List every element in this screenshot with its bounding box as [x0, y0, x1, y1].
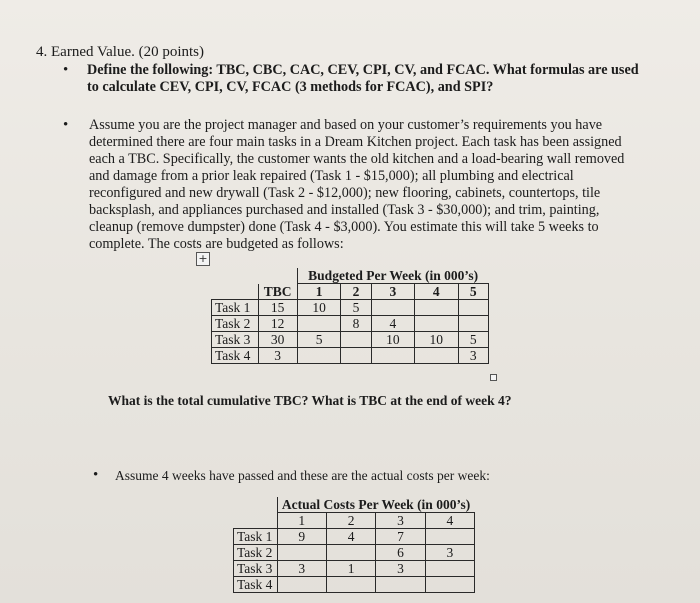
actual-blank — [234, 513, 278, 529]
table-row — [234, 561, 475, 577]
budget-corner — [212, 268, 259, 284]
actual-cell: 7 — [376, 529, 425, 545]
actual-task-label: Task 4 — [234, 577, 278, 593]
budget-cell — [371, 300, 414, 316]
actual-cell: 4 — [326, 529, 375, 545]
budget-tbc-cell: 3 — [258, 348, 297, 364]
actual-task-label: Task 1 — [234, 529, 278, 545]
bullet-3-dot: • — [93, 467, 99, 483]
budget-cell: 3 — [458, 348, 488, 364]
budget-cell — [415, 348, 458, 364]
actual-week-2: 2 — [326, 513, 375, 529]
actual-cell — [425, 529, 474, 545]
budget-cell — [341, 348, 371, 364]
budget-cell — [458, 316, 488, 332]
table-row — [234, 577, 475, 593]
actual-cell — [425, 561, 474, 577]
actual-corner — [234, 497, 278, 513]
actual-cell: 3 — [376, 561, 425, 577]
budget-task-label: Task 2 — [212, 316, 259, 332]
table-row — [212, 332, 489, 348]
bullet-1-line-2: to calculate CEV, CPI, CV, FCAC (3 methods for FCAC), and SPI? — [87, 79, 494, 95]
table-row — [212, 300, 489, 316]
bullet-1-dot: • — [63, 62, 69, 78]
budget-tbc-cell: 30 — [258, 332, 297, 348]
actual-cell — [376, 577, 425, 593]
budget-cell: 5 — [458, 332, 488, 348]
actual-cell — [277, 577, 326, 593]
budget-cell — [297, 348, 340, 364]
bullet-2-line-2: determined there are four main tasks in a Dream Kitchen project. Each task has been assigned — [89, 134, 622, 150]
table-row — [234, 529, 475, 545]
budget-week-2: 2 — [341, 284, 371, 300]
budget-cell — [297, 316, 340, 332]
actual-task-label: Task 2 — [234, 545, 278, 561]
actual-cell — [277, 545, 326, 561]
sub-question: What is the total cumulative TBC? What is TBC at the end of week 4? — [108, 393, 512, 408]
budget-week-3: 3 — [371, 284, 414, 300]
table-move-handle-icon[interactable]: + — [196, 252, 210, 266]
budget-cell: 10 — [297, 300, 340, 316]
actual-week-1: 1 — [277, 513, 326, 529]
budget-cell: 5 — [341, 300, 371, 316]
bullet-2-line-1: Assume you are the project manager and based on your customer’s requirements you have — [89, 117, 603, 133]
budget-task-label: Task 3 — [212, 332, 259, 348]
bullet-2-line-4: and damage from a prior leak repaired (Task 1 - $15,000); all plumbing and electrical — [89, 168, 574, 184]
actual-week-4: 4 — [425, 513, 474, 529]
bullet-1-line-1: Define the following: TBC, CBC, CAC, CEV, CPI, CV, and FCAC. What formulas are used — [87, 62, 639, 78]
actual-cell: 1 — [326, 561, 375, 577]
bullet-2-line-7: cleanup (remove dumpster) done (Task 4 - $3,000). You estimate this will take 5 weeks to — [89, 219, 599, 235]
budget-week-1: 1 — [297, 284, 340, 300]
budget-cell — [341, 332, 371, 348]
actual-task-label: Task 3 — [234, 561, 278, 577]
actual-cell: 3 — [425, 545, 474, 561]
budget-blank — [212, 284, 259, 300]
budget-col-tbc: TBC — [258, 284, 297, 300]
actual-cell — [326, 545, 375, 561]
actual-cell: 3 — [277, 561, 326, 577]
budget-task-label: Task 1 — [212, 300, 259, 316]
bullet-3-text: Assume 4 weeks have passed and these are the actual costs per week: — [115, 468, 490, 483]
budget-tbc-cell: 15 — [258, 300, 297, 316]
bullet-2-line-8: complete. The costs are budgeted as follows: — [89, 236, 344, 252]
table-resize-handle[interactable] — [490, 374, 497, 381]
bullet-2-line-5: reconfigured and new drywall (Task 2 - $12,000); new flooring, cabinets, countertops, tile — [89, 185, 601, 201]
bullet-1-text — [87, 62, 677, 96]
bullet-2-line-6: backsplash, and appliances purchased and installed (Task 3 - $30,000); and trim, painting, — [89, 202, 600, 218]
budget-cell — [415, 316, 458, 332]
actual-cell: 6 — [376, 545, 425, 561]
budget-cell — [371, 348, 414, 364]
budget-cell — [415, 300, 458, 316]
budget-header: Budgeted Per Week (in 000’s) — [297, 268, 488, 284]
budget-corner-2 — [258, 268, 297, 284]
table-row — [234, 545, 475, 561]
budget-cell: 4 — [371, 316, 414, 332]
budget-cell: 5 — [297, 332, 340, 348]
budget-week-5: 5 — [458, 284, 488, 300]
budget-cell — [458, 300, 488, 316]
actual-header: Actual Costs Per Week (in 000’s) — [277, 497, 474, 513]
budget-table — [211, 268, 489, 364]
actual-week-3: 3 — [376, 513, 425, 529]
table-row — [212, 316, 489, 332]
bullet-2-dot: • — [63, 117, 69, 133]
actual-cell: 9 — [277, 529, 326, 545]
budget-task-label: Task 4 — [212, 348, 259, 364]
bullet-2-line-3: each a TBC. Specifically, the customer wants the old kitchen and a load-bearing wall removed — [89, 151, 625, 167]
bullet-2-paragraph — [89, 117, 679, 253]
actual-cell — [326, 577, 375, 593]
table-row — [212, 348, 489, 364]
budget-tbc-cell: 12 — [258, 316, 297, 332]
budget-cell: 8 — [341, 316, 371, 332]
budget-cell: 10 — [371, 332, 414, 348]
actual-cell — [425, 577, 474, 593]
actual-costs-table — [233, 497, 475, 593]
budget-cell: 10 — [415, 332, 458, 348]
budget-week-4: 4 — [415, 284, 458, 300]
question-title: 4. Earned Value. (20 points) — [36, 44, 205, 60]
